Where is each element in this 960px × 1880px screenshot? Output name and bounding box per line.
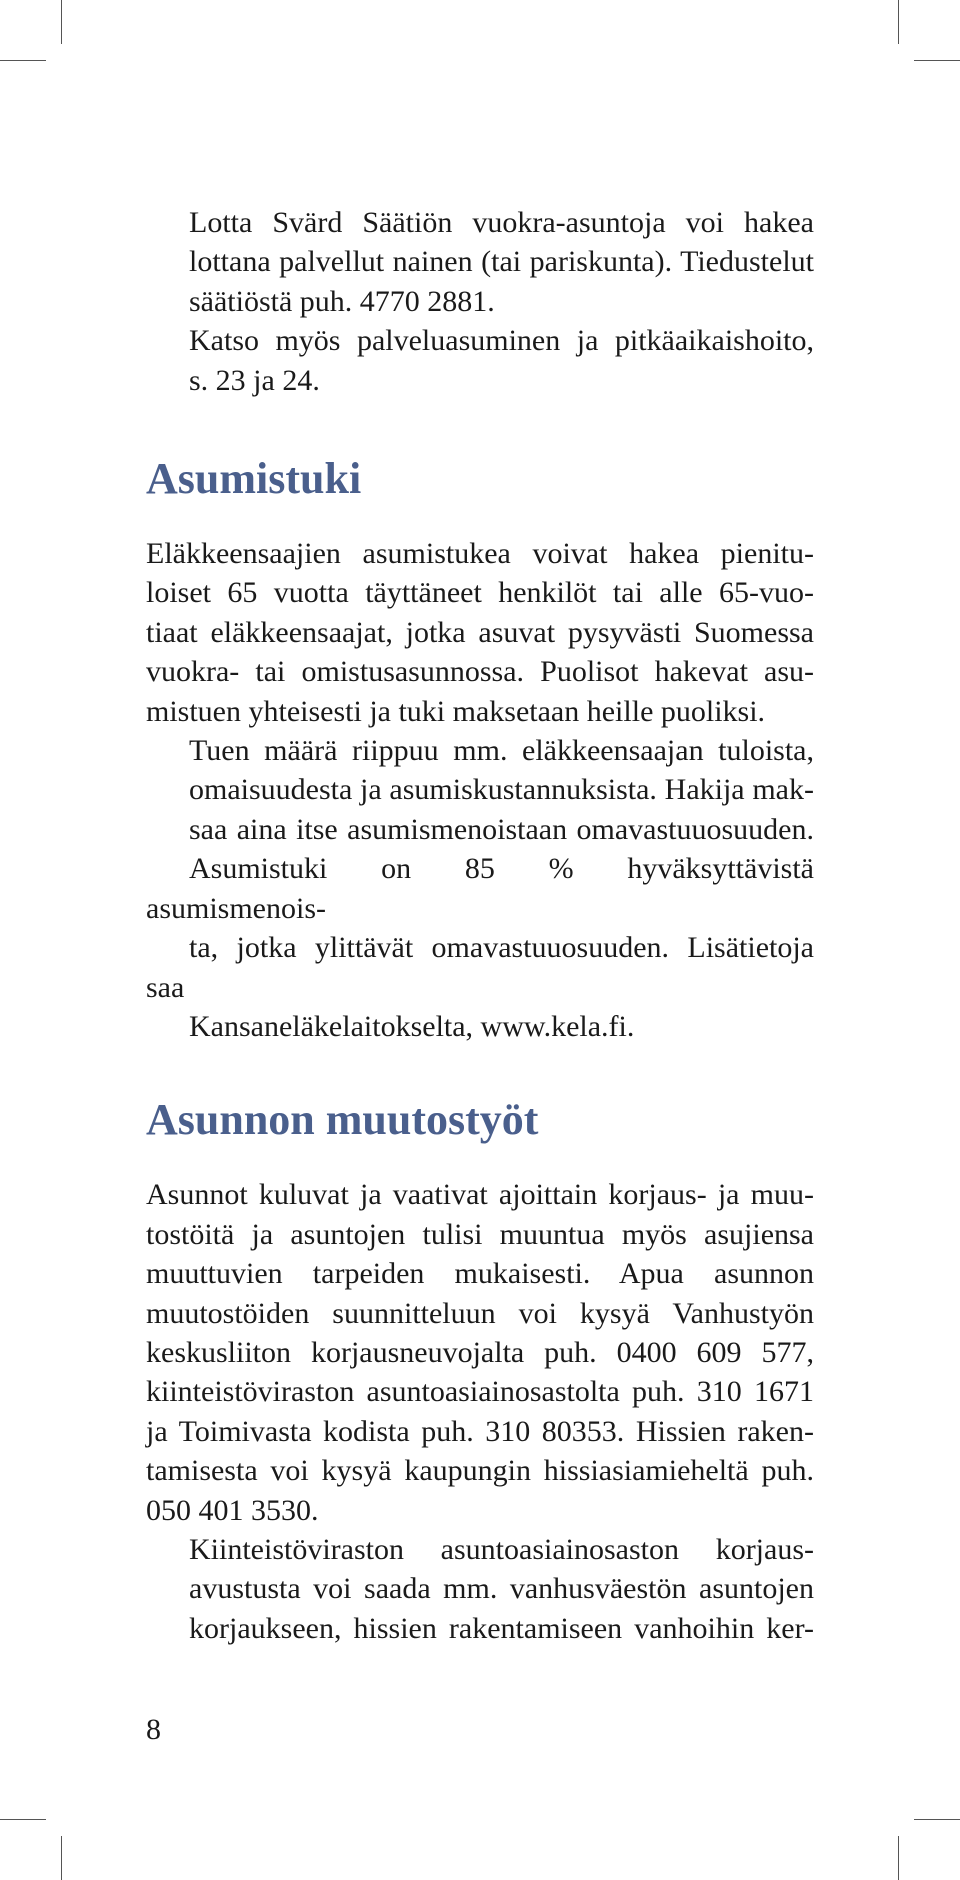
text-line: säätiöstä puh. 4770 2881.	[189, 284, 495, 318]
text-line: tostöitä ja asuntojen tulisi muuntua myös asujiensa	[146, 1217, 814, 1251]
text-line: Katso myös palveluasuminen ja pitkäaikaishoito,	[189, 324, 814, 358]
text-line: muuttuvien tarpeiden mukaisesti. Apua asunnon	[146, 1257, 814, 1291]
crop-mark-top-right-vertical	[898, 0, 899, 44]
asumistuki-paragraph-1	[146, 534, 814, 731]
muutostyot-paragraph-2	[146, 1530, 814, 1648]
text-line: Lotta Svärd Säätiön vuokra-asuntoja voi hakea	[189, 206, 814, 239]
text-line: lottana palvellut nainen (tai pariskunta). Tiedustelut	[189, 245, 814, 279]
text-line: Asunnot kuluvat ja vaativat ajoittain korjaus- ja muu-	[146, 1178, 814, 1212]
text-line: saa aina itse asumismenoistaan omavastuuosuuden.	[189, 812, 814, 846]
text-line: ja Toimivasta kodista puh. 310 80353. Hissien raken-	[146, 1414, 814, 1448]
asumistuki-paragraph-2	[146, 731, 814, 1046]
intro-paragraph-1	[146, 203, 814, 321]
section-title-asumistuki: Asumistuki	[146, 454, 362, 504]
text-line: kiinteistöviraston asuntoasiainosastolta puh. 310 1671	[146, 1375, 814, 1409]
text-line: ta, jotka ylittävät omavastuuosuuden. Lisätietoja saa	[146, 931, 814, 1004]
text-line: omaisuudesta ja asumiskustannuksista. Hakija mak-	[189, 773, 814, 807]
crop-mark-bottom-left-horizontal	[0, 1819, 46, 1820]
page-number: 8	[146, 1713, 161, 1746]
text-line: korjaukseen, hissien rakentamiseen vanhoihin ker-	[189, 1611, 814, 1645]
crop-mark-top-right-horizontal	[914, 60, 960, 61]
crop-mark-bottom-right-vertical	[898, 1836, 899, 1880]
text-line: mistuen yhteisesti ja tuki maksetaan heille puoliksi.	[146, 694, 766, 728]
text-line: 050 401 3530.	[146, 1493, 319, 1527]
text-line: Kiinteistöviraston asuntoasiainosaston korjaus-	[189, 1532, 814, 1566]
crop-mark-top-left-vertical	[61, 0, 62, 44]
text-line: Asumistuki on 85 % hyväksyttävistä asumismenois-	[146, 852, 814, 925]
text-line: s. 23 ja 24.	[189, 363, 320, 397]
text-line: muutostöiden suunnitteluun voi kysyä Vanhustyön	[146, 1296, 814, 1330]
text-line: vuokra- tai omistusasunnossa. Puolisot hakevat asu-	[146, 655, 814, 689]
crop-mark-bottom-right-horizontal	[914, 1819, 960, 1820]
text-line: Tuen määrä riippuu mm. eläkkeensaajan tuloista,	[189, 734, 814, 768]
page-body	[146, 203, 814, 1648]
intro-paragraph-2	[146, 321, 814, 400]
muutostyot-paragraph-1	[146, 1175, 814, 1530]
text-line: avustusta voi saada mm. vanhusväestön asuntojen	[189, 1572, 814, 1606]
text-line: Kansaneläkelaitokselta, www.kela.fi.	[189, 1009, 635, 1043]
text-line: keskusliiton korjausneuvojalta puh. 0400 609 577,	[146, 1335, 814, 1369]
text-line: tamisesta voi kysyä kaupungin hissiasiamieheltä puh.	[146, 1454, 814, 1488]
crop-mark-bottom-left-vertical	[61, 1836, 62, 1880]
section-title-asunnon-muutostyot: Asunnon muutostyöt	[146, 1095, 539, 1145]
text-line: loiset 65 vuotta täyttäneet henkilöt tai alle 65-vuo-	[146, 576, 814, 610]
text-line: tiaat eläkkeensaajat, jotka asuvat pysyvästi Suomessa	[146, 615, 814, 649]
text-line: Eläkkeensaajien asumistukea voivat hakea pienitu-	[146, 537, 814, 571]
crop-mark-top-left-horizontal	[0, 60, 46, 61]
